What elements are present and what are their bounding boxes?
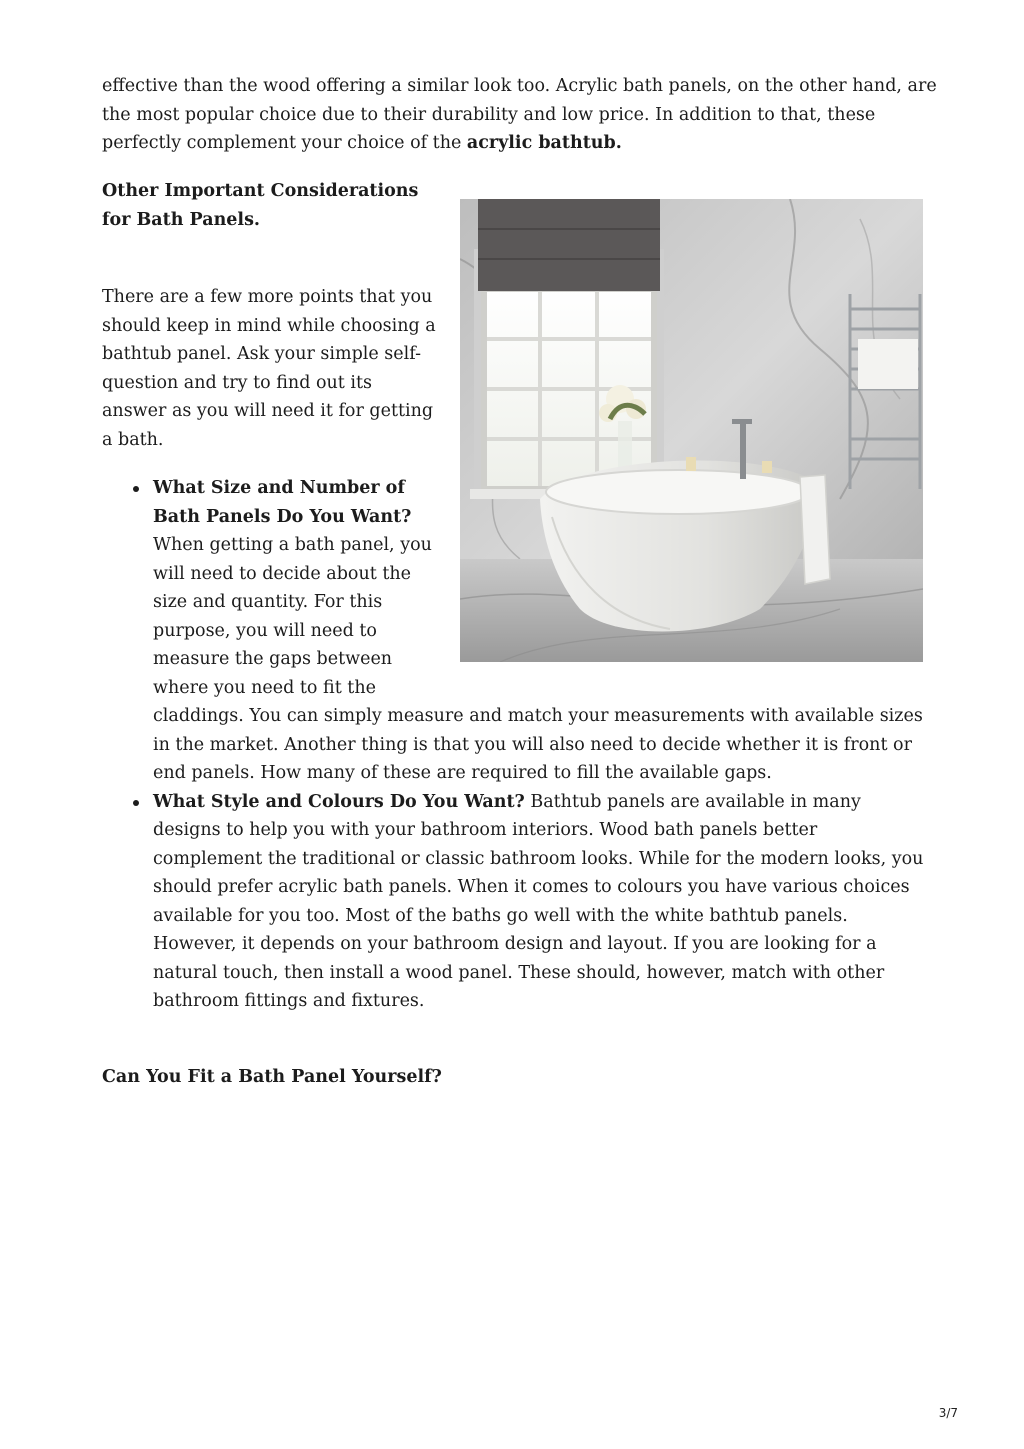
intro-text: effective than the wood offering a similar look too. Acrylic bath panels, on the other hand, are the most popular choice due to their durability and low price. In addition to that, these perfectly complement your choice of the — [102, 76, 937, 153]
considerations-heading: Other Important Considerations for Bath Panels. — [102, 181, 419, 230]
list-item — [102, 788, 932, 1016]
list-item-title: What Size and Number of Bath Panels Do You Want? — [153, 478, 412, 527]
intro-paragraph — [102, 72, 942, 158]
list-item-title: What Style and Colours Do You Want? — [153, 791, 525, 812]
list-item-text: Bathtub panels are available in many designs to help you with your bathroom interiors. Wood bath panels better complement the traditional or classic bathroom looks. While for the modern looks, you should prefer acrylic bath panels. When it comes to colours you have various choices available for you too. Most of the baths go well with the white bathtub panels. However, it depends on your bathroom design and layout. If you are looking for a natural touch, then install a wood panel. These should, however, match with other bathroom fittings and fixtures. — [153, 791, 924, 1011]
list-item-text: When getting a bath panel, you will need to decide about the size and quantity. For this purpose, you will need to measure the gaps between where you need to fit the claddings. You can simply measure and match your measurements with available sizes in the market. Another thing is that you will also need to decide whether it is front or end panels. How many of these are required to fill the available gaps. — [153, 535, 923, 783]
page-number: 3/7 — [938, 1406, 958, 1420]
list-item — [102, 474, 932, 788]
image-wrap-spacer — [436, 474, 932, 688]
fit-yourself-heading: Can You Fit a Bath Panel Yourself? — [102, 1067, 442, 1087]
considerations-paragraph: There are a few more points that you should keep in mind while choosing a bathtub panel. Ask your simple self-question and try to find out its answer as you will need it for getting a bath. — [102, 287, 436, 450]
intro-bold-term: acrylic bathtub. — [466, 133, 622, 153]
considerations-list — [102, 474, 932, 1016]
